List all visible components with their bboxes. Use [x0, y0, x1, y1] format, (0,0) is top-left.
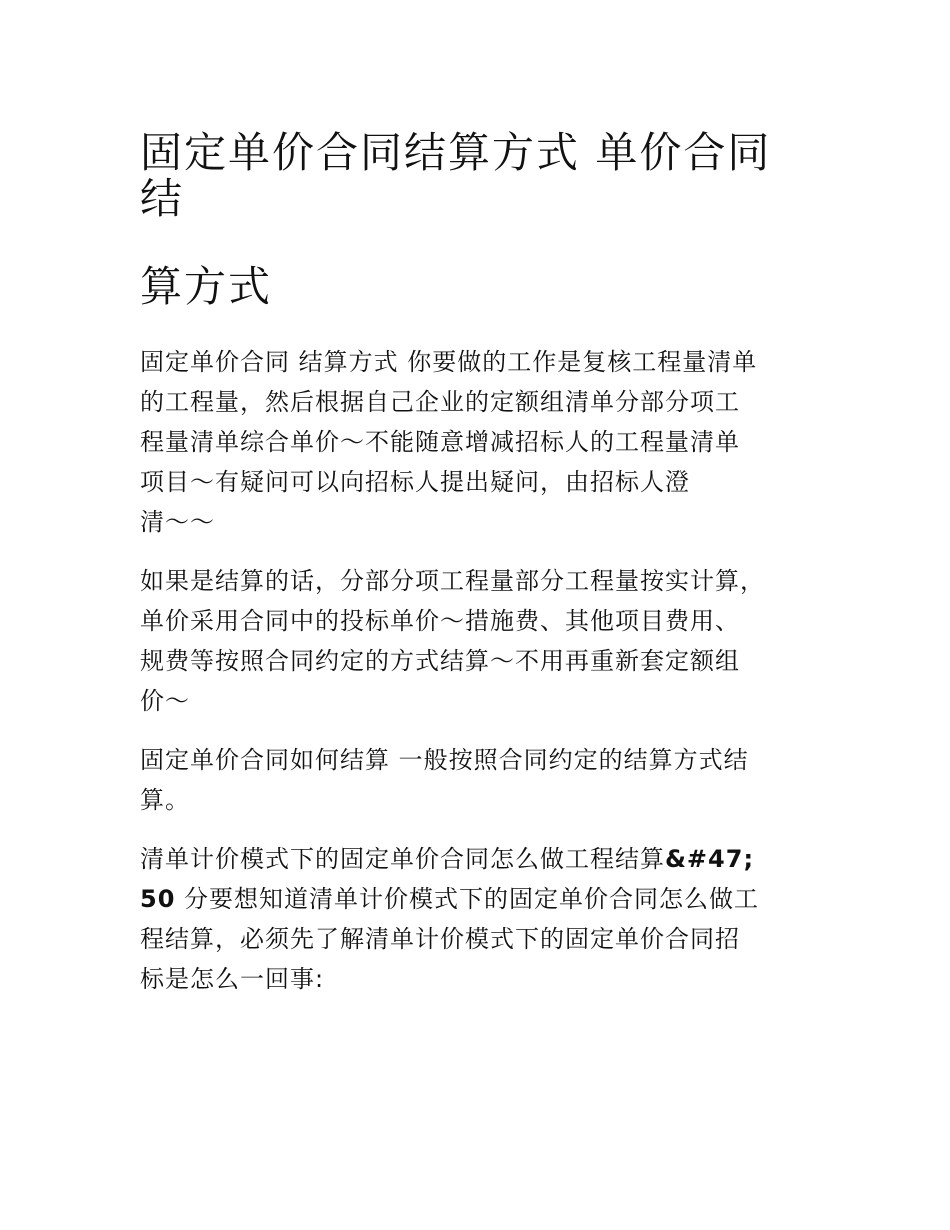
score-number: 50 [140, 885, 176, 913]
paragraph-line: 规费等按照合同约定的方式结算～不用再重新套定额组 [140, 647, 740, 675]
paragraph-line: 清～～ [140, 508, 215, 536]
paragraph-line: 的工程量，然后根据自己企业的定额组清单分部分项工 [140, 388, 740, 416]
paragraph-4 [140, 839, 812, 999]
paragraph-line: 程量清单综合单价～不能随意增减招标人的工程量清单 [140, 428, 740, 456]
title-line-1: 固定单价合同结算方式 单价合同 [140, 128, 772, 177]
paragraph-line: 固定单价合同 结算方式 你要做的工作是复核工程量清单 [140, 348, 758, 376]
paragraph-line: 项目～有疑问可以向招标人提出疑问，由招标人澄 [140, 468, 690, 496]
paragraph-1 [140, 342, 812, 542]
document-title [140, 130, 812, 310]
paragraph-2 [140, 561, 812, 721]
paragraph-3 [140, 740, 812, 820]
paragraph-text: 分要想知道清单计价模式下的固定单价合同怎么做工 [175, 885, 760, 913]
html-entity-code: &#47; [665, 845, 755, 873]
paragraph-line [140, 839, 812, 879]
paragraph-line: 算。 [140, 786, 190, 814]
paragraph-line: 固定单价合同如何结算 一般按照合同约定的结算方式结 [140, 746, 749, 774]
document-page [140, 130, 812, 999]
paragraph-line: 单价采用合同中的投标单价～措施费、其他项目费用、 [140, 607, 740, 635]
paragraph-text: 清单计价模式下的固定单价合同怎么做工程结算 [140, 845, 665, 873]
paragraph-line: 标是怎么一回事: [140, 965, 325, 993]
title-line-2: 结 [140, 174, 185, 223]
paragraph-line: 价～ [140, 687, 190, 715]
title-line-3: 算方式 [140, 262, 273, 311]
paragraph-line: 程结算，必须先了解清单计价模式下的固定单价合同招 [140, 925, 740, 953]
paragraph-line [140, 879, 812, 919]
paragraph-line: 如果是结算的话，分部分项工程量部分工程量按实计算， [140, 567, 765, 595]
